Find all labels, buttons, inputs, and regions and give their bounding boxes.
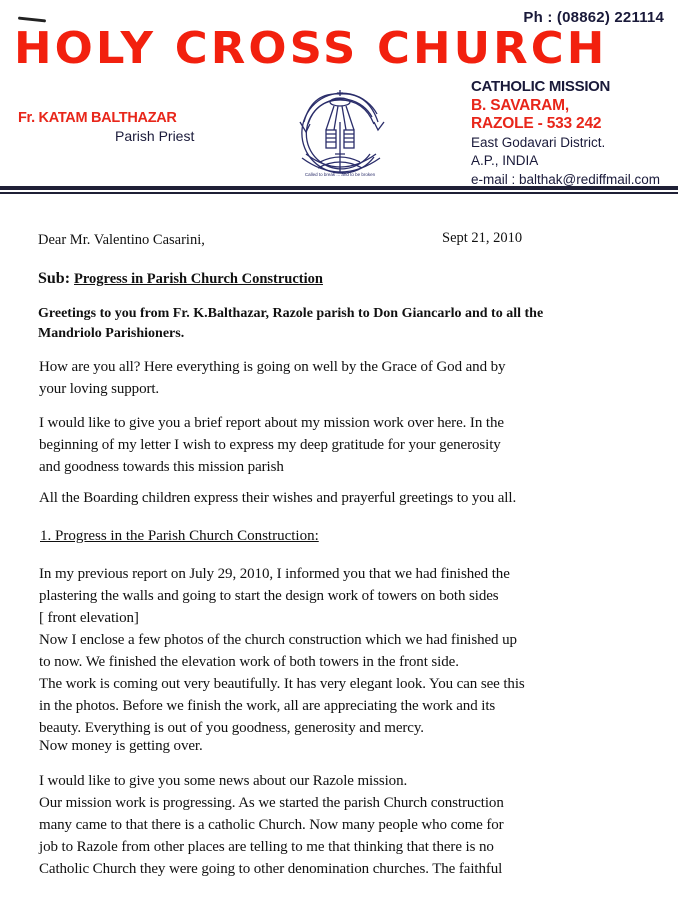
paragraph: In my previous report on July 29, 2010, I informed you that we had finished the plastering the walls and going to start the design work of towers on both sides [ front elevation] Now I enclose a few photos of the church construction which we had finished up to now. We finished the elevation work of both towers in the front side. The work is coming out very beautifully. It has very elegant look. You can see this in the photos. Before we finish the work, all are appreciating the work and its beauty. Everything is out of you goodness, generosity and mercy.: [39, 566, 525, 736]
subject-label: Sub:: [38, 270, 75, 287]
address-state: A.P., INDIA: [471, 153, 539, 168]
phone-number: Ph : (08862) 221114: [523, 9, 664, 26]
address-district: East Godavari District.: [471, 134, 606, 150]
priest-name: Fr. KATAM BALTHAZAR: [18, 110, 177, 126]
address-mission: CATHOLIC MISSION: [471, 78, 611, 95]
church-title: HOLY CROSS CHURCH: [14, 23, 608, 74]
address-email: e-mail : balthak@rediffmail.com: [471, 171, 661, 187]
pen-mark: [18, 17, 46, 23]
letter-date: Sept 21, 2010: [442, 230, 523, 246]
subject-line: [38, 270, 323, 288]
subject-text: Progress in Parish Church Construction: [74, 271, 323, 287]
salutation: Dear Mr. Valentino Casarini,: [38, 232, 205, 248]
header-divider-thin: [0, 192, 678, 194]
greeting: Greetings to you from Fr. K.Balthazar, Razole parish to Don Giancarlo and to all the Mandriolo Parishioners.: [38, 306, 544, 341]
paragraph: Now money is getting over.: [39, 738, 203, 754]
church-emblem-icon: [282, 82, 402, 182]
priest-title: Parish Priest: [115, 128, 195, 144]
header-divider-thick: [0, 186, 678, 190]
address-town-pin: RAZOLE - 533 242: [471, 115, 602, 132]
mission-address: [471, 78, 660, 189]
svg-text:Called to break ... and to be: Called to break ... and to be broken: [304, 172, 376, 177]
paragraph: All the Boarding children express their wishes and prayerful greetings to you all.: [39, 490, 517, 506]
section-heading: 1. Progress in the Parish Church Construction:: [40, 528, 319, 544]
paragraph: I would like to give you a brief report about my mission work over here. In the beginning of my letter I wish to express my deep gratitude for your generosity and goodness towards this mission parish: [39, 415, 504, 475]
paragraph: I would like to give you some news about our Razole mission. Our mission work is progressing. As we started the parish Church construction many came to that there is a catholic Church. Now many people who come for job to Razole from other places are telling to me that thinking that there is no Catholic Church they were going to other denomination churches. The faithful: [39, 773, 504, 877]
paragraph: How are you all? Here everything is going on well by the Grace of God and by your loving support.: [39, 359, 506, 397]
address-village: B. SAVARAM,: [471, 96, 569, 114]
